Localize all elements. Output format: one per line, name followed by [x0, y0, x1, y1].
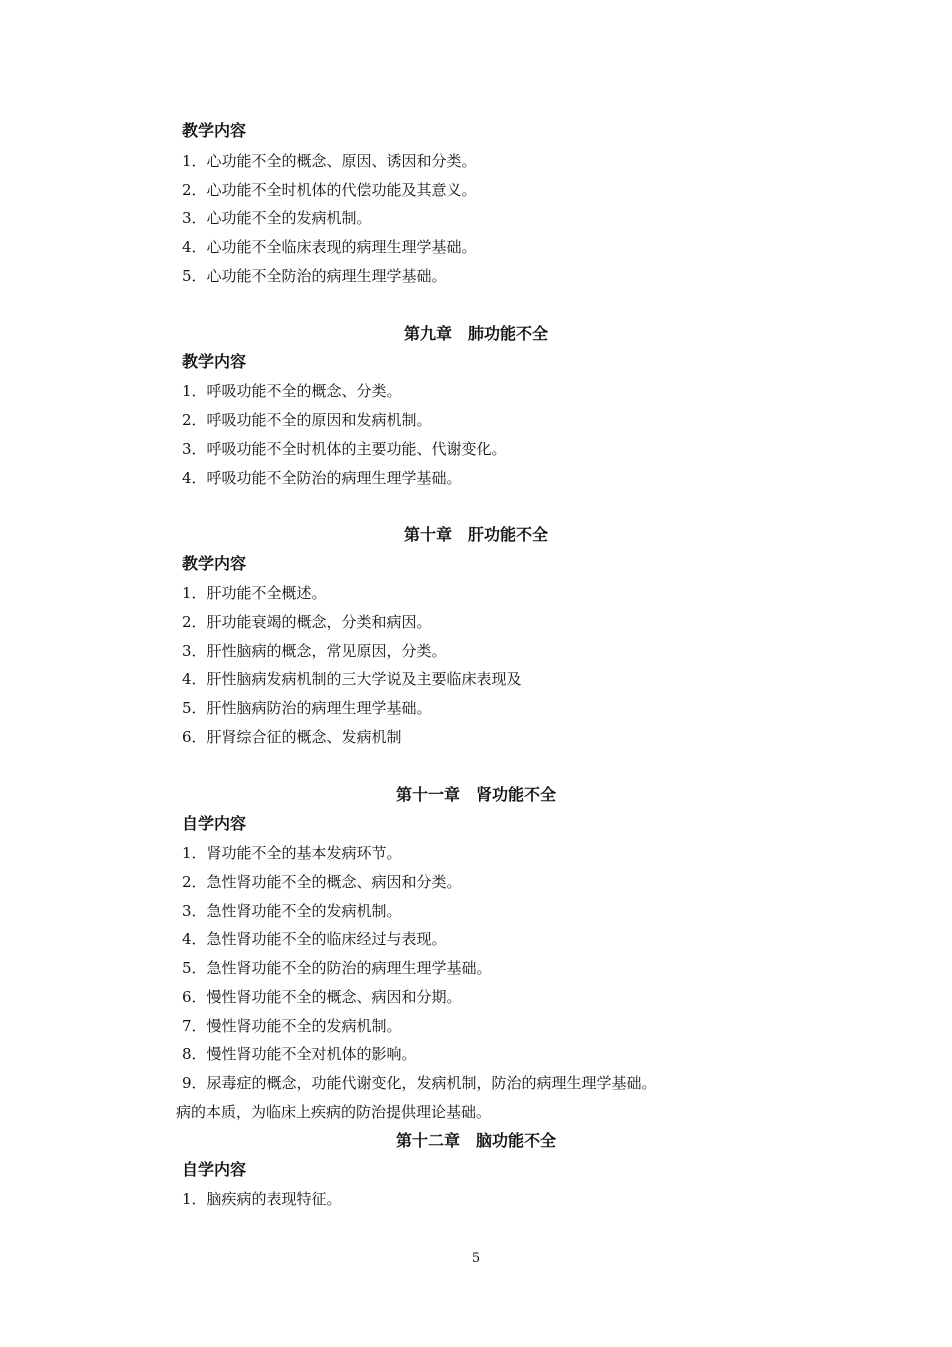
list-item: 2．心功能不全时机体的代偿功能及其意义。 [182, 181, 477, 199]
list-item: 1．呼吸功能不全的概念、分类。 [182, 382, 402, 400]
trailing-text: 病的本质，为临床上疾病的防治提供理论基础。 [176, 1103, 492, 1121]
chapter-title: 第九章 肺功能不全 [403, 324, 548, 343]
list-item: 9．尿毒症的概念，功能代谢变化，发病机制，防治的病理生理学基础。 [182, 1074, 657, 1092]
section-subheading: 教学内容 [182, 352, 247, 371]
list-item: 8．慢性肾功能不全对机体的影响。 [182, 1045, 417, 1063]
list-item: 7．慢性肾功能不全的发病机制。 [182, 1017, 402, 1035]
list-item: 4．心功能不全临床表现的病理生理学基础。 [182, 238, 477, 256]
list-item: 2．呼吸功能不全的原因和发病机制。 [182, 411, 432, 429]
section-subheading: 教学内容 [182, 554, 247, 573]
list-item: 3．呼吸功能不全时机体的主要功能、代谢变化。 [182, 440, 507, 458]
list-item: 3．肝性脑病的概念，常见原因，分类。 [182, 642, 447, 660]
list-item: 2．急性肾功能不全的概念、病因和分类。 [182, 873, 462, 891]
list-item: 6．慢性肾功能不全的概念、病因和分期。 [182, 988, 462, 1006]
list-item: 1．肾功能不全的基本发病环节。 [182, 844, 402, 862]
section-subheading: 自学内容 [182, 814, 247, 833]
list-item: 6．肝肾综合征的概念、发病机制 [182, 728, 402, 746]
chapter-title: 第十章 肝功能不全 [403, 525, 548, 544]
list-item: 2．肝功能衰竭的概念，分类和病因。 [182, 613, 432, 631]
list-item: 5．肝性脑病防治的病理生理学基础。 [182, 699, 432, 717]
list-item: 4．呼吸功能不全防治的病理生理学基础。 [182, 469, 462, 487]
list-item: 5．心功能不全防治的病理生理学基础。 [182, 267, 447, 285]
list-item: 5．急性肾功能不全的防治的病理生理学基础。 [182, 959, 492, 977]
list-item: 4．急性肾功能不全的临床经过与表现。 [182, 930, 447, 948]
section-subheading: 教学内容 [182, 121, 247, 140]
chapter-title: 第十一章 肾功能不全 [395, 785, 556, 804]
list-item: 3．急性肾功能不全的发病机制。 [182, 902, 402, 920]
page-number: 5 [471, 1251, 481, 1266]
chapter-title: 第十二章 脑功能不全 [395, 1131, 556, 1150]
section-subheading: 自学内容 [182, 1160, 247, 1179]
list-item: 1．肝功能不全概述。 [182, 584, 327, 602]
list-item: 1．心功能不全的概念、原因、诱因和分类。 [182, 152, 477, 170]
list-item: 4．肝性脑病发病机制的三大学说及主要临床表现及 [182, 670, 522, 688]
list-item: 1．脑疾病的表现特征。 [182, 1190, 342, 1208]
list-item: 3．心功能不全的发病机制。 [182, 209, 372, 227]
